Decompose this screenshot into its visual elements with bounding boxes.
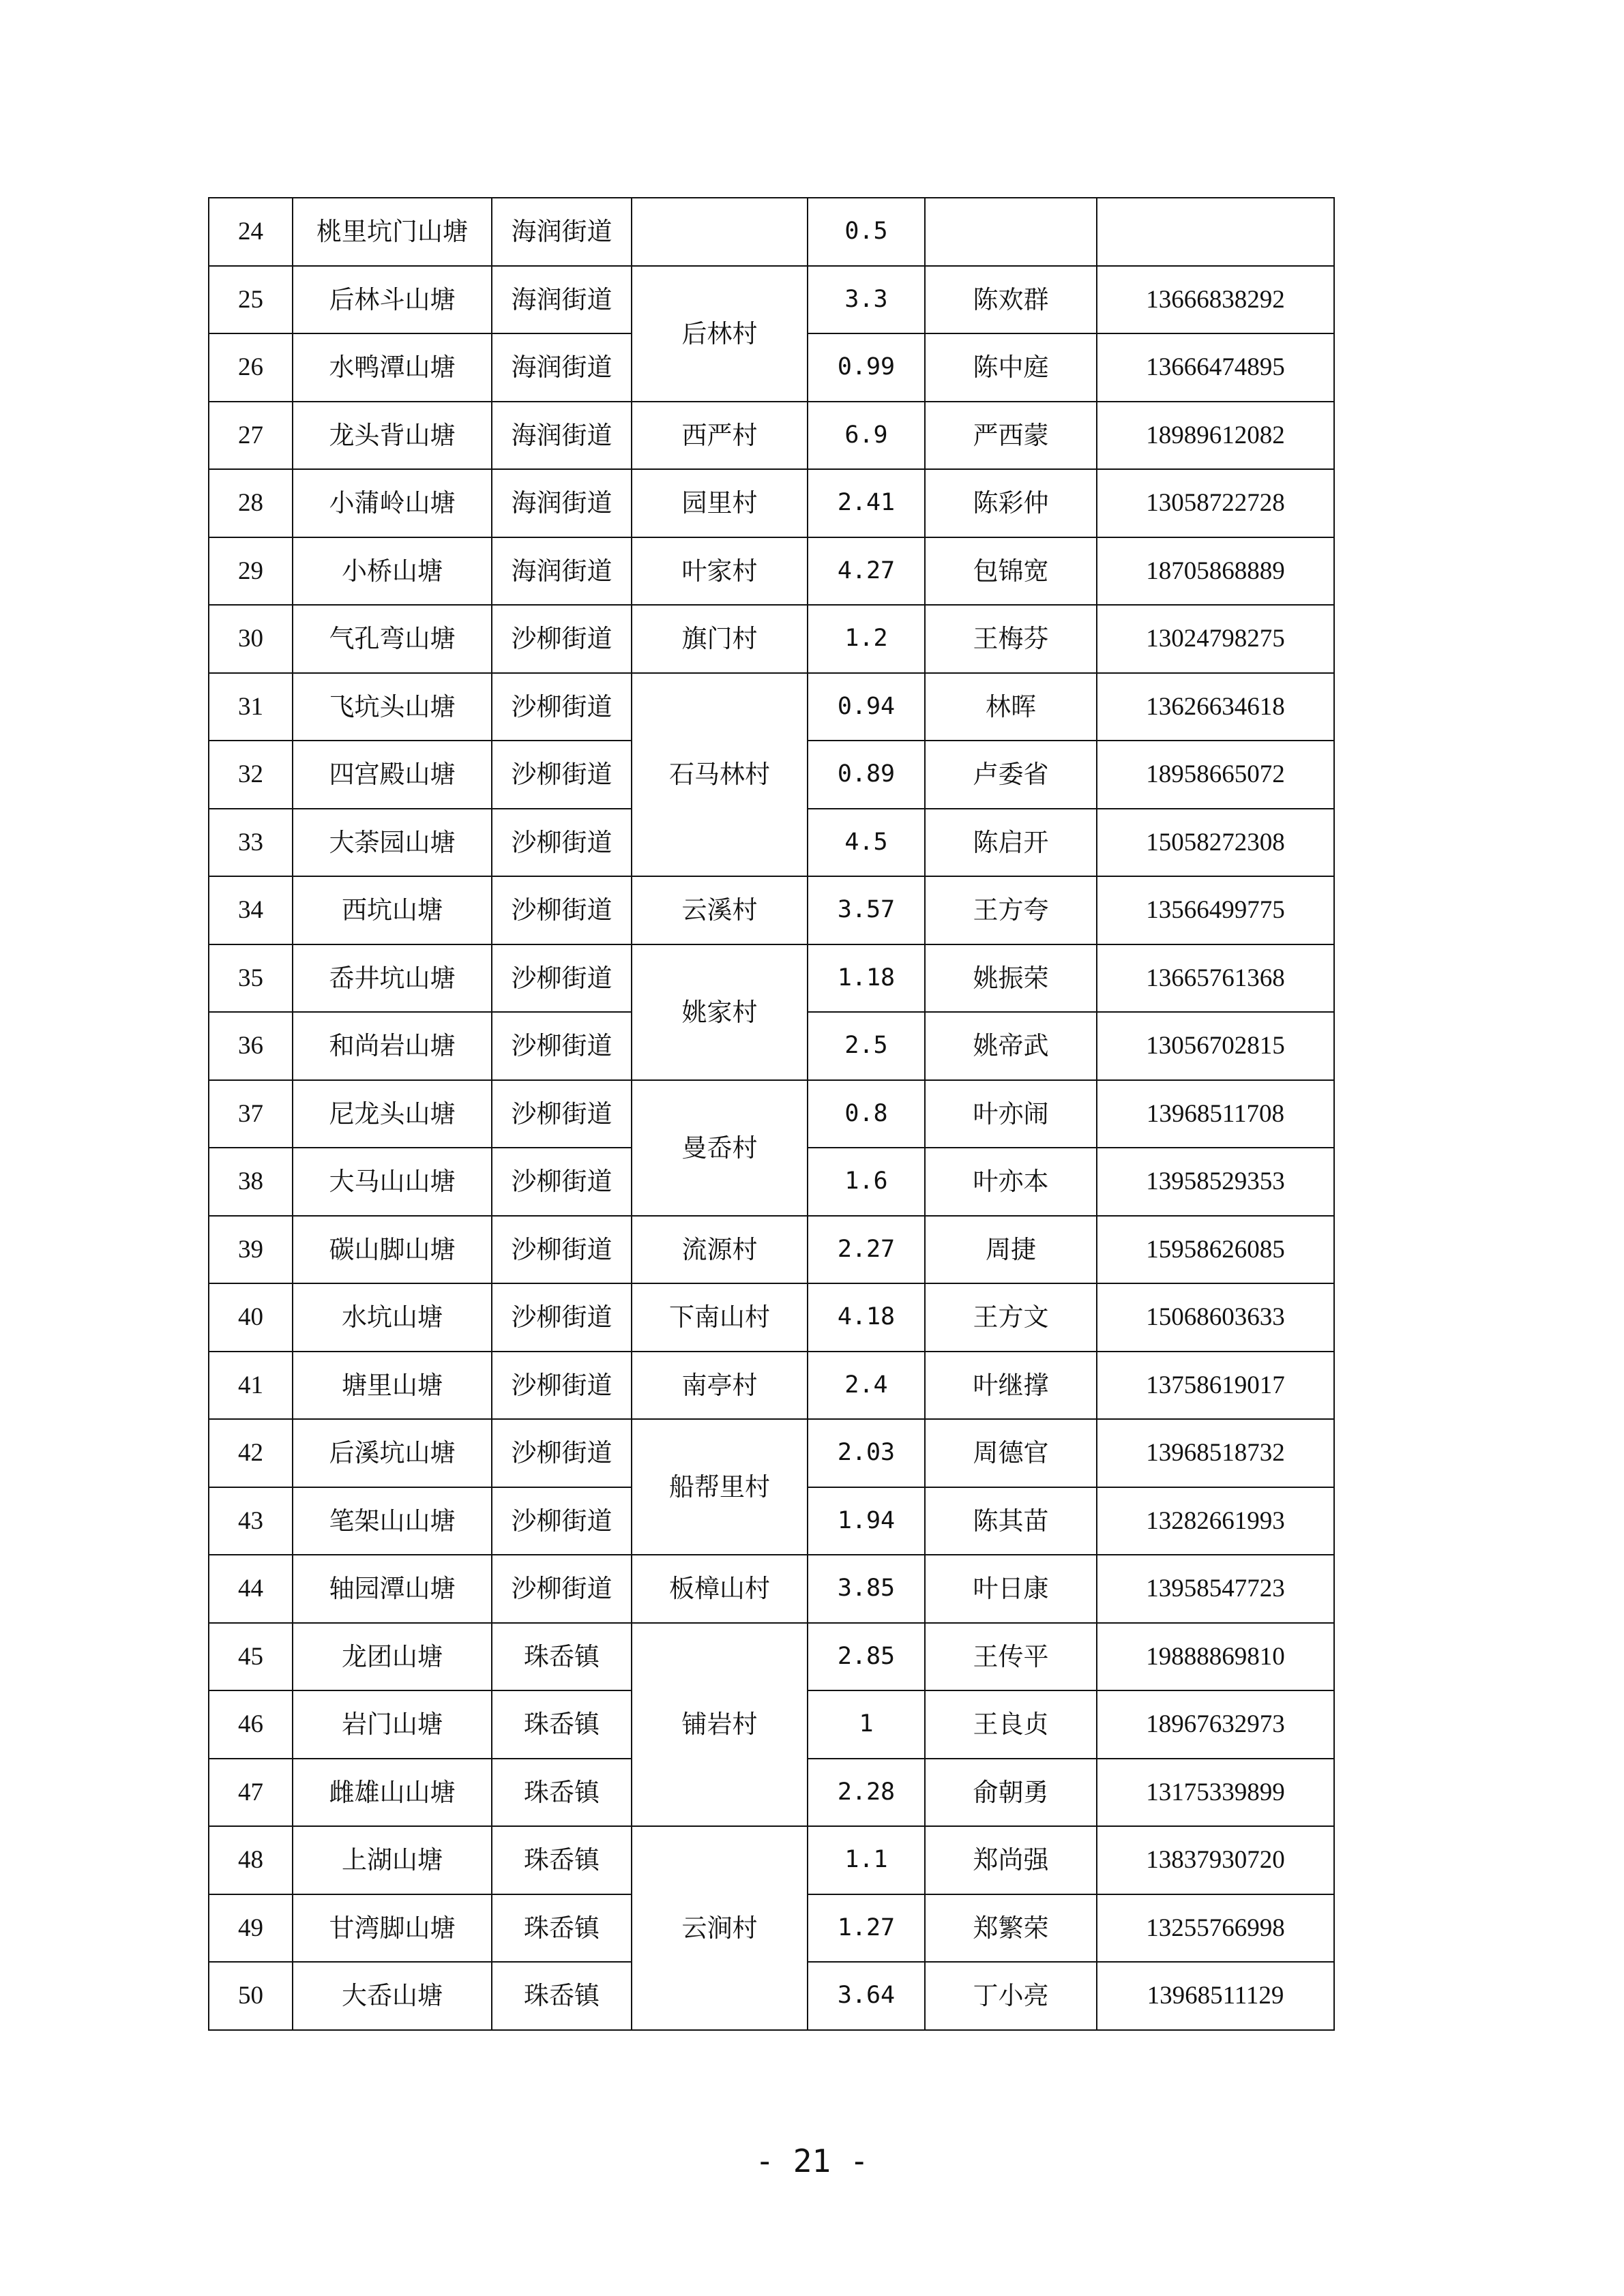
town-cell: 沙柳街道 xyxy=(492,944,632,1013)
pond-name-cell: 气孔弯山塘 xyxy=(293,605,492,673)
town-cell: 海润街道 xyxy=(492,469,632,537)
table-row xyxy=(209,1352,1334,1420)
pond-name-cell: 小蒲岭山塘 xyxy=(293,469,492,537)
table-row xyxy=(209,1216,1334,1284)
pond-name-cell: 岩门山塘 xyxy=(293,1690,492,1759)
table-row xyxy=(209,605,1334,673)
contact-name-cell: 陈中庭 xyxy=(925,333,1097,402)
town-cell: 海润街道 xyxy=(492,266,632,334)
row-number-cell: 48 xyxy=(209,1826,293,1894)
village-cell: 铺岩村 xyxy=(632,1623,808,1827)
village-cell: 石马林村 xyxy=(632,673,808,877)
area-cell: 1 xyxy=(808,1690,925,1759)
town-cell: 沙柳街道 xyxy=(492,876,632,944)
row-number-cell: 33 xyxy=(209,809,293,877)
row-number-cell: 32 xyxy=(209,741,293,809)
contact-name-cell: 王方文 xyxy=(925,1283,1097,1352)
area-cell: 0.99 xyxy=(808,333,925,402)
phone-cell: 13056702815 xyxy=(1097,1012,1334,1080)
pond-name-cell: 后溪坑山塘 xyxy=(293,1419,492,1487)
village-cell: 园里村 xyxy=(632,469,808,537)
contact-name-cell: 王方夸 xyxy=(925,876,1097,944)
contact-name-cell: 王传平 xyxy=(925,1623,1097,1691)
town-cell: 珠岙镇 xyxy=(492,1690,632,1759)
row-number-cell: 46 xyxy=(209,1690,293,1759)
pond-name-cell: 水坑山塘 xyxy=(293,1283,492,1352)
contact-name-cell: 王良贞 xyxy=(925,1690,1097,1759)
area-cell: 2.03 xyxy=(808,1419,925,1487)
contact-name-cell: 叶继撑 xyxy=(925,1352,1097,1420)
contact-name-cell: 陈启开 xyxy=(925,809,1097,877)
phone-cell: 13666474895 xyxy=(1097,333,1334,402)
pond-name-cell: 岙井坑山塘 xyxy=(293,944,492,1013)
area-cell: 3.57 xyxy=(808,876,925,944)
row-number-cell: 37 xyxy=(209,1080,293,1148)
area-cell: 1.6 xyxy=(808,1148,925,1216)
row-number-cell: 45 xyxy=(209,1623,293,1691)
area-cell: 2.41 xyxy=(808,469,925,537)
row-number-cell: 43 xyxy=(209,1487,293,1555)
contact-name-cell: 陈欢群 xyxy=(925,266,1097,334)
contact-name-cell xyxy=(925,198,1097,266)
row-number-cell: 24 xyxy=(209,198,293,266)
contact-name-cell: 周德官 xyxy=(925,1419,1097,1487)
contact-name-cell: 郑尚强 xyxy=(925,1826,1097,1894)
phone-cell: 13175339899 xyxy=(1097,1759,1334,1827)
town-cell: 海润街道 xyxy=(492,537,632,606)
pond-name-cell: 西坑山塘 xyxy=(293,876,492,944)
contact-name-cell: 严西蒙 xyxy=(925,402,1097,470)
pond-name-cell: 大岙山塘 xyxy=(293,1962,492,2030)
table-row xyxy=(209,876,1334,944)
contact-name-cell: 包锦宽 xyxy=(925,537,1097,606)
row-number-cell: 41 xyxy=(209,1352,293,1420)
town-cell: 沙柳街道 xyxy=(492,1555,632,1623)
phone-cell: 13282661993 xyxy=(1097,1487,1334,1555)
village-cell: 南亭村 xyxy=(632,1352,808,1420)
pond-name-cell: 碳山脚山塘 xyxy=(293,1216,492,1284)
table-row xyxy=(209,266,1334,334)
contact-name-cell: 丁小亮 xyxy=(925,1962,1097,2030)
table-row xyxy=(209,1419,1334,1487)
village-cell: 西严村 xyxy=(632,402,808,470)
reservoir-table xyxy=(208,197,1335,2031)
pond-name-cell: 轴园潭山塘 xyxy=(293,1555,492,1623)
town-cell: 沙柳街道 xyxy=(492,1148,632,1216)
phone-cell: 13968511129 xyxy=(1097,1962,1334,2030)
contact-name-cell: 林晖 xyxy=(925,673,1097,741)
area-cell: 2.85 xyxy=(808,1623,925,1691)
row-number-cell: 38 xyxy=(209,1148,293,1216)
pond-name-cell: 上湖山塘 xyxy=(293,1826,492,1894)
row-number-cell: 36 xyxy=(209,1012,293,1080)
contact-name-cell: 陈其苗 xyxy=(925,1487,1097,1555)
phone-cell: 18705868889 xyxy=(1097,537,1334,606)
area-cell: 1.2 xyxy=(808,605,925,673)
contact-name-cell: 俞朝勇 xyxy=(925,1759,1097,1827)
page-number: - 21 - xyxy=(755,2143,869,2179)
row-number-cell: 42 xyxy=(209,1419,293,1487)
row-number-cell: 31 xyxy=(209,673,293,741)
phone-cell: 13958529353 xyxy=(1097,1148,1334,1216)
table-row xyxy=(209,198,1334,266)
contact-name-cell: 叶亦本 xyxy=(925,1148,1097,1216)
village-cell: 流源村 xyxy=(632,1216,808,1284)
row-number-cell: 25 xyxy=(209,266,293,334)
pond-name-cell: 大马山山塘 xyxy=(293,1148,492,1216)
phone-cell: 13255766998 xyxy=(1097,1894,1334,1963)
area-cell: 4.18 xyxy=(808,1283,925,1352)
row-number-cell: 47 xyxy=(209,1759,293,1827)
phone-cell: 13968518732 xyxy=(1097,1419,1334,1487)
phone-cell: 13024798275 xyxy=(1097,605,1334,673)
pond-name-cell: 大荼园山塘 xyxy=(293,809,492,877)
town-cell: 海润街道 xyxy=(492,402,632,470)
pond-name-cell: 水鸭潭山塘 xyxy=(293,333,492,402)
town-cell: 沙柳街道 xyxy=(492,1080,632,1148)
contact-name-cell: 卢委省 xyxy=(925,741,1097,809)
area-cell: 1.94 xyxy=(808,1487,925,1555)
row-number-cell: 44 xyxy=(209,1555,293,1623)
town-cell: 珠岙镇 xyxy=(492,1826,632,1894)
area-cell: 2.28 xyxy=(808,1759,925,1827)
phone-cell: 13958547723 xyxy=(1097,1555,1334,1623)
contact-name-cell: 叶日康 xyxy=(925,1555,1097,1623)
pond-name-cell: 和尚岩山塘 xyxy=(293,1012,492,1080)
area-cell: 2.4 xyxy=(808,1352,925,1420)
pond-name-cell: 塘里山塘 xyxy=(293,1352,492,1420)
village-cell: 下南山村 xyxy=(632,1283,808,1352)
phone-cell xyxy=(1097,198,1334,266)
phone-cell: 13665761368 xyxy=(1097,944,1334,1013)
phone-cell: 13626634618 xyxy=(1097,673,1334,741)
town-cell: 珠岙镇 xyxy=(492,1962,632,2030)
area-cell: 3.85 xyxy=(808,1555,925,1623)
phone-cell: 15058272308 xyxy=(1097,809,1334,877)
town-cell: 沙柳街道 xyxy=(492,1283,632,1352)
town-cell: 沙柳街道 xyxy=(492,741,632,809)
area-cell: 4.27 xyxy=(808,537,925,606)
pond-name-cell: 甘湾脚山塘 xyxy=(293,1894,492,1963)
area-cell: 1.1 xyxy=(808,1826,925,1894)
phone-cell: 19888869810 xyxy=(1097,1623,1334,1691)
reservoir-table-container xyxy=(208,197,1333,2031)
town-cell: 海润街道 xyxy=(492,198,632,266)
table-row xyxy=(209,1080,1334,1148)
phone-cell: 13837930720 xyxy=(1097,1826,1334,1894)
row-number-cell: 49 xyxy=(209,1894,293,1963)
table-row xyxy=(209,1826,1334,1894)
table-row xyxy=(209,1623,1334,1691)
pond-name-cell: 四宫殿山塘 xyxy=(293,741,492,809)
area-cell: 1.27 xyxy=(808,1894,925,1963)
contact-name-cell: 叶亦闹 xyxy=(925,1080,1097,1148)
row-number-cell: 26 xyxy=(209,333,293,402)
town-cell: 珠岙镇 xyxy=(492,1759,632,1827)
row-number-cell: 27 xyxy=(209,402,293,470)
pond-name-cell: 飞坑头山塘 xyxy=(293,673,492,741)
village-cell: 姚家村 xyxy=(632,944,808,1080)
pond-name-cell: 尼龙头山塘 xyxy=(293,1080,492,1148)
area-cell: 2.5 xyxy=(808,1012,925,1080)
reservoir-table-body xyxy=(209,198,1334,2030)
town-cell: 珠岙镇 xyxy=(492,1894,632,1963)
area-cell: 3.64 xyxy=(808,1962,925,2030)
town-cell: 沙柳街道 xyxy=(492,1487,632,1555)
area-cell: 1.18 xyxy=(808,944,925,1013)
row-number-cell: 30 xyxy=(209,605,293,673)
contact-name-cell: 周捷 xyxy=(925,1216,1097,1284)
table-row xyxy=(209,673,1334,741)
area-cell: 2.27 xyxy=(808,1216,925,1284)
village-cell: 旗门村 xyxy=(632,605,808,673)
pond-name-cell: 笔架山山塘 xyxy=(293,1487,492,1555)
area-cell: 0.5 xyxy=(808,198,925,266)
row-number-cell: 40 xyxy=(209,1283,293,1352)
row-number-cell: 50 xyxy=(209,1962,293,2030)
contact-name-cell: 王梅芬 xyxy=(925,605,1097,673)
village-cell: 船帮里村 xyxy=(632,1419,808,1555)
town-cell: 沙柳街道 xyxy=(492,673,632,741)
pond-name-cell: 后林斗山塘 xyxy=(293,266,492,334)
village-cell: 曼岙村 xyxy=(632,1080,808,1216)
area-cell: 0.8 xyxy=(808,1080,925,1148)
contact-name-cell: 郑繁荣 xyxy=(925,1894,1097,1963)
phone-cell: 13968511708 xyxy=(1097,1080,1334,1148)
phone-cell: 13566499775 xyxy=(1097,876,1334,944)
table-row xyxy=(209,469,1334,537)
area-cell: 0.94 xyxy=(808,673,925,741)
table-row xyxy=(209,537,1334,606)
table-row xyxy=(209,1283,1334,1352)
town-cell: 沙柳街道 xyxy=(492,1216,632,1284)
phone-cell: 18967632973 xyxy=(1097,1690,1334,1759)
village-cell: 云溪村 xyxy=(632,876,808,944)
village-cell: 云涧村 xyxy=(632,1826,808,2030)
village-cell: 板樟山村 xyxy=(632,1555,808,1623)
area-cell: 4.5 xyxy=(808,809,925,877)
phone-cell: 18958665072 xyxy=(1097,741,1334,809)
table-row xyxy=(209,944,1334,1013)
row-number-cell: 35 xyxy=(209,944,293,1013)
village-cell: 后林村 xyxy=(632,266,808,402)
row-number-cell: 29 xyxy=(209,537,293,606)
phone-cell: 15068603633 xyxy=(1097,1283,1334,1352)
village-cell: 叶家村 xyxy=(632,537,808,606)
area-cell: 3.3 xyxy=(808,266,925,334)
table-row xyxy=(209,402,1334,470)
pond-name-cell: 雌雄山山塘 xyxy=(293,1759,492,1827)
phone-cell: 18989612082 xyxy=(1097,402,1334,470)
pond-name-cell: 龙团山塘 xyxy=(293,1623,492,1691)
town-cell: 沙柳街道 xyxy=(492,809,632,877)
village-cell xyxy=(632,198,808,266)
contact-name-cell: 姚振荣 xyxy=(925,944,1097,1013)
row-number-cell: 28 xyxy=(209,469,293,537)
phone-cell: 13058722728 xyxy=(1097,469,1334,537)
pond-name-cell: 小桥山塘 xyxy=(293,537,492,606)
phone-cell: 15958626085 xyxy=(1097,1216,1334,1284)
pond-name-cell: 桃里坑门山塘 xyxy=(293,198,492,266)
town-cell: 沙柳街道 xyxy=(492,605,632,673)
row-number-cell: 39 xyxy=(209,1216,293,1284)
town-cell: 沙柳街道 xyxy=(492,1012,632,1080)
contact-name-cell: 陈彩仲 xyxy=(925,469,1097,537)
pond-name-cell: 龙头背山塘 xyxy=(293,402,492,470)
phone-cell: 13666838292 xyxy=(1097,266,1334,334)
row-number-cell: 34 xyxy=(209,876,293,944)
table-row xyxy=(209,1555,1334,1623)
area-cell: 6.9 xyxy=(808,402,925,470)
phone-cell: 13758619017 xyxy=(1097,1352,1334,1420)
town-cell: 沙柳街道 xyxy=(492,1352,632,1420)
town-cell: 沙柳街道 xyxy=(492,1419,632,1487)
area-cell: 0.89 xyxy=(808,741,925,809)
town-cell: 海润街道 xyxy=(492,333,632,402)
town-cell: 珠岙镇 xyxy=(492,1623,632,1691)
contact-name-cell: 姚帝武 xyxy=(925,1012,1097,1080)
